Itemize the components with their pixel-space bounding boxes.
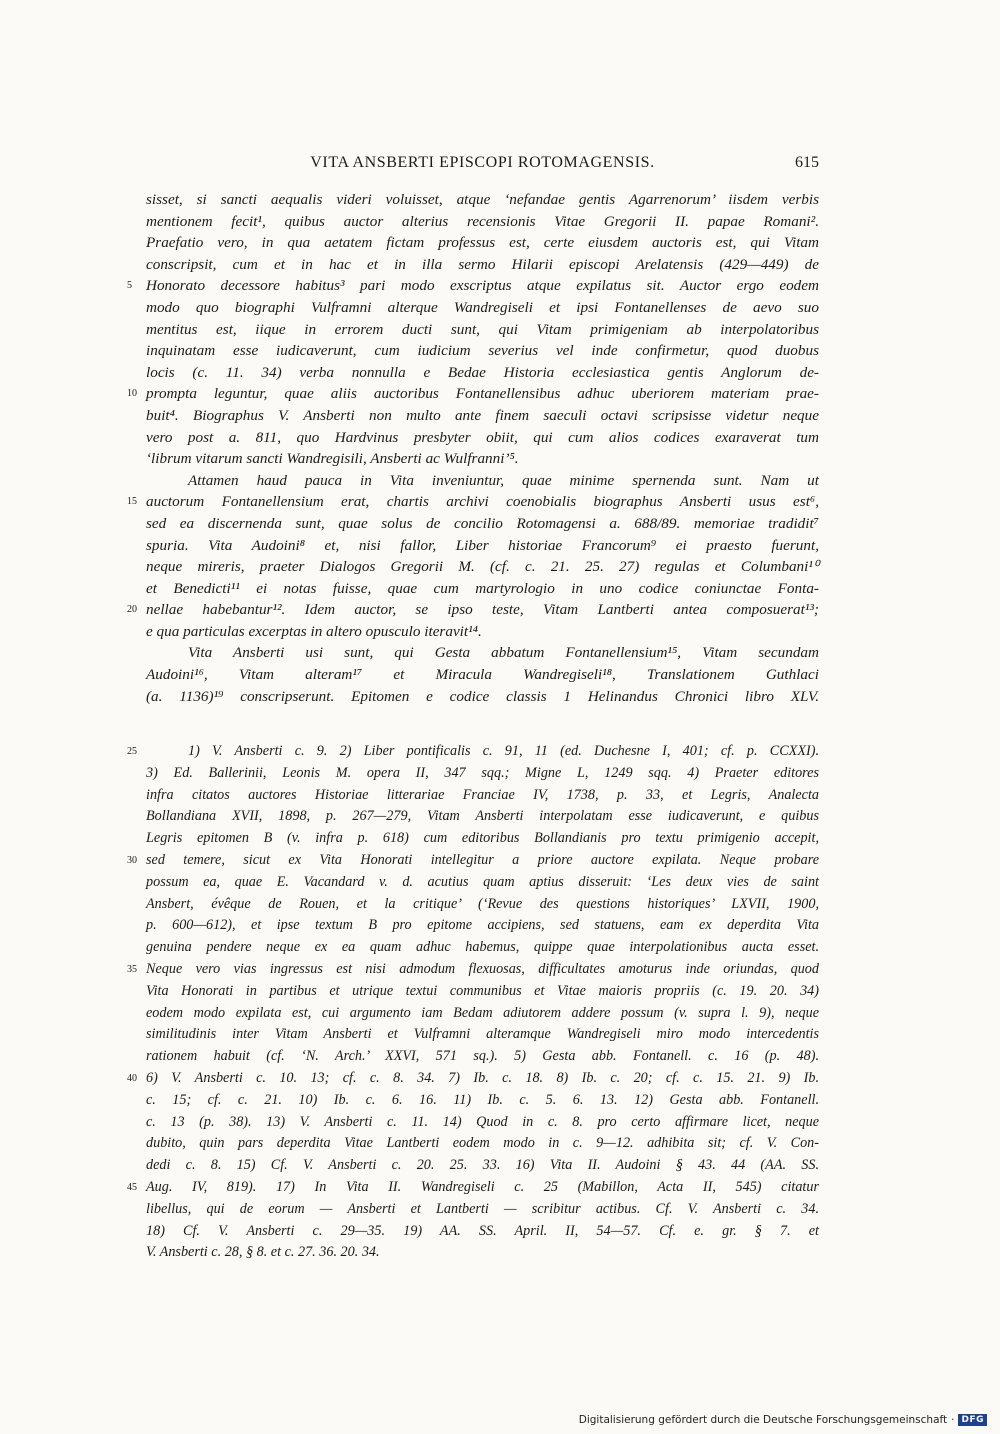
line-text: e qua particulas excerptas in altero opusculo iteravit¹⁴. [146,622,482,640]
text-line [146,297,819,319]
line-text: conscripsit, cum et in hac et in illa sermo Hilarii episcopi Arelatensis (429—449) de [146,255,819,273]
line-text: eodem modo expilata est, cui argumento iam Bedam adiutorem addere possum (v. supra l. 9), neque [146,1004,819,1021]
footnote-line [146,915,819,937]
line-text: neque mireris, praeter Dialogos Gregorii M. (cf. c. 21. 25. 27) regulas et Columbani¹⁰ [146,558,819,576]
digitization-credit: Digitalisierung gefördert durch die Deutsche Forschungsgemeinschaft · DFG [579,1414,987,1426]
footnote-line [127,1177,819,1199]
line-text: spuria. Vita Audoini⁸ et, nisi fallor, Liber historiae Francorum⁹ ei praesto fuerunt, [146,536,819,554]
text-line [146,686,819,708]
text-line [127,383,819,405]
footnote-line [146,1221,819,1243]
line-text: Attamen haud pauca in Vita inveniuntur, quae minime spernenda sunt. Nam ut [188,471,819,489]
footnote-line [146,1133,819,1155]
line-number: 40 [127,1072,137,1084]
page-header [146,154,819,178]
page-number: 615 [795,154,819,171]
line-text: locis (c. 11. 34) verba nonnulla e Bedae Historia ecclesiastica gentis Anglorum de- [146,363,819,381]
text-line [146,642,819,664]
line-text: c. 15; cf. c. 21. 10) Ib. c. 6. 16. 11) Ib. c. 5. 6. 13. 12) Gesta abb. Fontanell. [146,1091,819,1108]
line-text: Vita Ansberti usi sunt, qui Gesta abbatum Fontanellensium¹⁵, Vitam secundam [188,644,819,662]
line-text: Vita Honorati in partibus et utrique textui communibus et Vitae maioris propriis (c. 19. 20. 34) [146,982,819,999]
line-text: 1) V. Ansberti c. 9. 2) Liber pontificalis c. 91, 11 (ed. Duchesne I, 401; cf. p. CCXXI). [188,743,819,759]
line-text: dubito, quin pars deperdita Vitae Lantberti eodem modo in c. 9—12. adhibita sit; cf. V. Con- [146,1135,819,1152]
line-text: Ansbert, évêque de Rouen, et la critique’ (‘Revue des questions historiques’ LXVII, 1900, [146,895,819,912]
running-title: VITA ANSBERTI EPISCOPI ROTOMAGENSIS. [310,154,655,171]
text-line [127,491,819,513]
footnote-line [146,763,819,785]
line-text: Legris epitomen B (v. infra p. 618) cum editoribus Bollandianis pro textu primigenio accepit, [146,830,819,847]
text-line [146,470,819,492]
text-line [146,535,819,557]
footnotes-block [127,741,819,1264]
line-text: nellae habebantur¹². Idem auctor, se ipso teste, Vitam Lantberti antea composuerat¹³; [146,601,819,619]
line-number: 45 [127,1181,137,1193]
line-text: auctorum Fontanellensium erat, chartis archivi coenobialis biographus Ansberti usus est⁶, [146,493,819,511]
line-text: modo quo biographi Vulframni alterque Wandregiseli et ipsi Fontanellenses de aevo suo [146,298,819,316]
line-text: mentionem fecit¹, quibus auctor alterius recensionis Vitae Gregorii II. papae Romani². [146,212,819,230]
line-number: 20 [127,604,137,616]
line-text: sed ea discernenda sunt, quae solus de concilio Rotomagensi a. 688/89. memoriae tradidit⁷ [146,514,819,532]
line-text: vero post a. 811, quo Hardvinus presbyter obiit, qui cum alios codices exaraverat tum [146,428,819,446]
footnote-line [146,785,819,807]
line-text: buit⁴. Biographus V. Ansberti non multo ante finem saeculi octavi scripsisse videtur neque [146,406,819,424]
text-line [127,599,819,621]
line-text: et Benedicti¹¹ ei notas fuisse, quae cum martyrologio in uno codice coniunctae Fonta- [146,579,819,597]
line-text: Aug. IV, 819). 17) In Vita II. Wandregiseli c. 25 (Mabillon, Acta II, 545) citatur [146,1178,819,1195]
line-number: 35 [127,963,137,975]
footnote-line [146,806,819,828]
footnote-line [146,828,819,850]
footnote-line [146,1112,819,1134]
footnote-line [146,1199,819,1221]
line-text: p. 600—612), et ipse textum B pro epitome accipiens, sed statuens, eam ex deperdita Vita [146,917,819,934]
line-text: sisset, si sancti aequalis videri voluisset, atque ‘nefandae gentis Agarrenorum’ iisdem verbis [146,191,819,208]
text-line [146,578,819,600]
footnote-line [146,1090,819,1112]
footnote-line [146,1155,819,1177]
line-number: 10 [127,388,137,400]
text-line [146,448,819,470]
digitization-note: Digitalisierung gefördert durch die Deutsche Forschungsgemeinschaft [578,1414,948,1426]
footnote-line [146,937,819,959]
footnote-line [146,1242,819,1264]
footnote-line [127,1068,819,1090]
line-text: similitudinis inter Vitam Ansberti et Vulframni alteramque Wandregiseli miro modo intercedentis [146,1026,819,1043]
line-text: infra citatos auctores Historiae litterariae Franciae IV, 1738, p. 33, et Legris, Analecta [146,786,819,803]
text-line [146,319,819,341]
line-text: rationem habuit (cf. ‘N. Arch.’ XXVI, 571 sq.). 5) Gesta abb. Fontanell. c. 16 (p. 48). [146,1048,819,1065]
text-line [146,254,819,276]
line-text: 18) Cf. V. Ansberti c. 29—35. 19) AA. SS. April. II, 54—57. Cf. e. gr. § 7. et [146,1222,819,1239]
text-line [146,211,819,233]
text-line [146,232,819,254]
footnote-line [146,872,819,894]
line-text: 3) Ed. Ballerinii, Leonis M. opera II, 347 sqq.; Migne L, 1249 sqq. 4) Praeter editores [146,764,819,781]
line-text: Honorato decessore habitus³ pari modo exscriptus atque expilatus sit. Auctor ergo eodem [146,277,819,295]
text-line [146,405,819,427]
line-number: 5 [127,280,132,292]
text-line [146,513,819,535]
line-text: possum ea, quae E. Vacandard v. d. acutius quam aptius disseruit: ‘Les deux vies de saint [146,873,819,890]
footnote-line [127,850,819,872]
line-number: 25 [127,746,137,757]
footnote-line [127,741,819,763]
footnote-line [146,1046,819,1068]
line-text: dedi c. 8. 15) Cf. V. Ansberti c. 20. 25. 33. 16) Vita II. Audoini § 43. 44 (AA. SS. [146,1157,819,1174]
footnote-line [127,959,819,981]
line-text: sed temere, sicut ex Vita Honorati intellegitur a priore auctore expilata. Neque probare [146,851,819,868]
footnote-line [146,1003,819,1025]
line-text: ‘librum vitarum sancti Wandregisili, Ansberti ac Wulfranni’⁵. [146,450,519,468]
text-line [146,556,819,578]
text-line [146,427,819,449]
line-text: Neque vero vias ingressus est nisi admodum flexuosas, difficultates amoturus inde oriundas, quod [146,960,819,977]
text-line [146,340,819,362]
text-line [127,275,819,297]
footnote-line [146,894,819,916]
line-number: 15 [127,496,137,508]
line-text: c. 13 (p. 38). 13) V. Ansberti c. 11. 14) Quod in c. 8. pro certo affirmare licet, neque [146,1113,819,1130]
text-line [146,664,819,686]
line-text: Bollandiana XVII, 1898, p. 267—279, Vitam Ansberti interpolatam esse iudicaverunt, e quibus [146,808,819,825]
main-text-block [127,189,819,707]
dfg-logo: DFG [958,1414,987,1426]
text-line [146,621,819,643]
line-text: libellus, qui de eorum — Ansberti et Lantberti — scribitur actibus. Cf. V. Ansberti c. 34. [146,1200,819,1217]
footnote-line [146,981,819,1003]
line-text: V. Ansberti c. 28, § 8. et c. 27. 36. 20. 34. [146,1244,380,1261]
line-text: prompta leguntur, quae aliis auctoribus Fontanellensibus adhuc uberiorem materiam prae- [146,385,819,403]
footnote-line [146,1024,819,1046]
line-text: mentitus est, iique in errorem ducti sunt, qui Vitam primigeniam ab interpolatoribus [146,320,819,338]
line-text: Praefatio vero, in qua aetatem fictam professus est, certe eiusdem auctoris est, qui Vitam [146,234,819,252]
line-text: inquinatam esse iudicaverunt, cum iudicium severius vel inde confirmetur, quod duobus [146,342,819,360]
text-line [146,362,819,384]
line-number: 30 [127,854,137,866]
line-text: (a. 1136)¹⁹ conscripserunt. Epitomen e codice classis 1 Helinandus Chronici libro XLV. [146,687,819,705]
line-text: 6) V. Ansberti c. 10. 13; cf. c. 8. 34. 7) Ib. c. 18. 8) Ib. c. 20; cf. c. 15. 21. 9) Ib. [146,1069,819,1086]
text-line [146,189,819,211]
line-text: genuina pendere neque ex ea quam adhuc habemus, quippe quae interpolationibus aucta esset. [146,939,819,956]
line-text: Audoini¹⁶, Vitam alteram¹⁷ et Miracula Wandregiseli¹⁸, Translationem Guthlaci [146,666,819,684]
